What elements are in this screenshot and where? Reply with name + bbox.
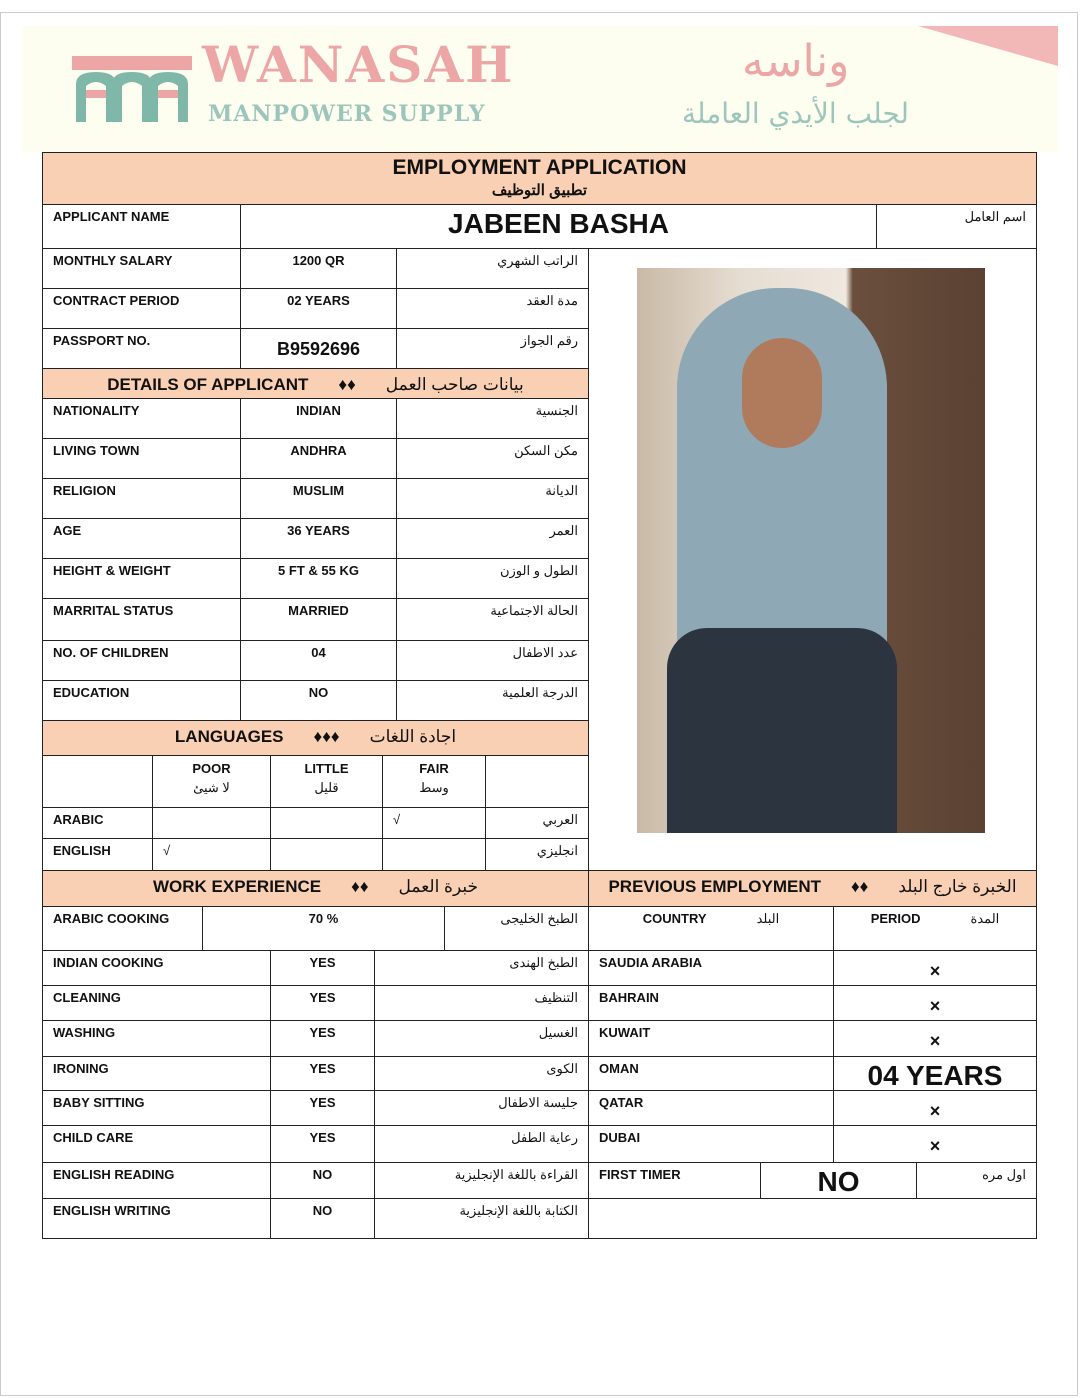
- diamonds-icon: ♦♦♦: [313, 727, 340, 746]
- work-label-ar: التنظيف: [374, 985, 589, 1021]
- top-row-value: 02 YEARS: [240, 288, 397, 329]
- language-label: ENGLISH: [42, 838, 153, 871]
- work-label-ar: الطبخ الخليجى: [444, 906, 589, 951]
- prev-country: BAHRAIN: [588, 985, 834, 1021]
- level-label: FAIR: [419, 761, 449, 776]
- language-label: ARABIC: [42, 807, 153, 839]
- empty-cell: [588, 1198, 1037, 1239]
- country-label-ar: البلد: [756, 911, 780, 926]
- top-row-value: B9592696: [240, 328, 397, 369]
- section-title-ar: خبرة العمل: [398, 877, 478, 896]
- level-label-ar: لا شيئ: [193, 780, 230, 795]
- top-row-label-ar: الراتب الشهري: [396, 248, 589, 289]
- detail-value: MUSLIM: [240, 478, 397, 519]
- logo-name-en: WANASAH: [202, 35, 515, 94]
- detail-label: HEIGHT & WEIGHT: [42, 558, 241, 599]
- photo-dress: [667, 628, 897, 833]
- work-value: YES: [270, 950, 375, 986]
- work-experience-header: [42, 870, 589, 907]
- section-title: DETAILS OF APPLICANT: [107, 375, 309, 394]
- work-label-ar: رعاية الطفل: [374, 1125, 589, 1163]
- level-label-ar: وسط: [419, 780, 449, 795]
- detail-label-ar: الحالة الاجتماعية: [396, 598, 589, 641]
- detail-label-ar: العمر: [396, 518, 589, 559]
- diamonds-icon: ♦♦: [338, 375, 356, 394]
- prev-period: ×: [833, 1020, 1037, 1057]
- work-label: BABY SITTING: [42, 1090, 271, 1126]
- detail-label: NATIONALITY: [42, 398, 241, 439]
- top-row-label: PASSPORT NO.: [42, 328, 241, 369]
- detail-label: NO. OF CHILDREN: [42, 640, 241, 681]
- detail-value: MARRIED: [240, 598, 397, 641]
- language-check-fair: √: [382, 807, 486, 839]
- form-title: EMPLOYMENT APPLICATION: [392, 156, 687, 179]
- logo-name-ar: وناسه: [742, 36, 850, 87]
- detail-value: NO: [240, 680, 397, 721]
- lang-level-poor: [152, 755, 271, 808]
- prev-period: ×: [833, 950, 1037, 986]
- language-check-fair: [382, 838, 486, 871]
- work-label: IRONING: [42, 1056, 271, 1091]
- section-title: WORK EXPERIENCE: [153, 877, 322, 896]
- work-label: CLEANING: [42, 985, 271, 1021]
- work-value: NO: [270, 1162, 375, 1199]
- work-value: YES: [270, 1125, 375, 1163]
- section-title: LANGUAGES: [174, 727, 284, 746]
- country-label: COUNTRY: [642, 911, 707, 926]
- detail-label: MARRITAL STATUS: [42, 598, 241, 641]
- work-label: ENGLISH READING: [42, 1162, 271, 1199]
- form-title-ar: تطبيق التوظيف: [491, 182, 588, 199]
- detail-label-ar: الطول و الوزن: [396, 558, 589, 599]
- work-label: CHILD CARE: [42, 1125, 271, 1163]
- form-header: [42, 152, 1037, 205]
- detail-label: AGE: [42, 518, 241, 559]
- lang-level-little: [270, 755, 383, 808]
- prev-period: ×: [833, 1090, 1037, 1126]
- first-timer-label-ar: اول مره: [916, 1162, 1037, 1199]
- applicant-name-value: JABEEN BASHA: [240, 204, 877, 249]
- top-row-label-ar: رقم الجواز: [396, 328, 589, 369]
- top-row-label-ar: مدة العقد: [396, 288, 589, 329]
- work-value: NO: [270, 1198, 375, 1239]
- section-title-ar: بيانات صاحب العمل: [385, 375, 524, 394]
- prev-country: KUWAIT: [588, 1020, 834, 1057]
- work-label-ar: جليسة الاطفال: [374, 1090, 589, 1126]
- period-label-ar: المدة: [970, 911, 1000, 926]
- language-label-ar: العربي: [485, 807, 589, 839]
- prev-country: DUBAI: [588, 1125, 834, 1163]
- prev-period: ×: [833, 1125, 1037, 1163]
- prev-country: QATAR: [588, 1090, 834, 1126]
- work-label-ar: الكتابة باللغة الإنجليزية: [374, 1198, 589, 1239]
- logo-tagline-ar: لجلب الأيدي العاملة: [682, 97, 909, 130]
- section-title-ar: اجادة اللغات: [369, 727, 457, 746]
- work-value: YES: [270, 1020, 375, 1057]
- previous-employment-header: [588, 870, 1037, 907]
- period-label: PERIOD: [870, 911, 921, 926]
- work-label: WASHING: [42, 1020, 271, 1057]
- work-label: ENGLISH WRITING: [42, 1198, 271, 1239]
- detail-label-ar: الجنسية: [396, 398, 589, 439]
- details-header: [42, 368, 589, 399]
- work-value: YES: [270, 985, 375, 1021]
- detail-value: 5 FT & 55 KG: [240, 558, 397, 599]
- detail-label: LIVING TOWN: [42, 438, 241, 479]
- level-label: POOR: [192, 761, 231, 776]
- section-title-ar: الخبرة خارج البلد: [898, 877, 1017, 896]
- work-value: YES: [270, 1090, 375, 1126]
- language-check-little: [270, 807, 383, 839]
- work-label-ar: الغسيل: [374, 1020, 589, 1057]
- lang-level-fair: [382, 755, 486, 808]
- prev-period: ×: [833, 985, 1037, 1021]
- company-logo-banner: [22, 26, 1058, 152]
- top-row-value: 1200 QR: [240, 248, 397, 289]
- language-check-poor: √: [152, 838, 271, 871]
- detail-label-ar: مكن السكن: [396, 438, 589, 479]
- prev-period: 04 YEARS: [833, 1056, 1037, 1091]
- detail-value: 36 YEARS: [240, 518, 397, 559]
- language-check-poor: [152, 807, 271, 839]
- detail-label: EDUCATION: [42, 680, 241, 721]
- level-label: LITTLE: [304, 761, 349, 776]
- detail-label-ar: الديانة: [396, 478, 589, 519]
- detail-value: ANDHRA: [240, 438, 397, 479]
- detail-label-ar: الدرجة العلمية: [396, 680, 589, 721]
- applicant-name-label: APPLICANT NAME: [42, 204, 241, 249]
- logo-mark-icon: [72, 56, 192, 122]
- language-check-little: [270, 838, 383, 871]
- lang-blank-cell: [485, 755, 589, 808]
- logo-tagline-en: MANPOWER SUPPLY: [208, 101, 486, 127]
- country-column-header: [588, 906, 834, 951]
- first-timer-value: NO: [760, 1162, 917, 1199]
- detail-value: INDIAN: [240, 398, 397, 439]
- work-label-ar: القراءة باللغة الإنجليزية: [374, 1162, 589, 1199]
- work-label-ar: الطبخ الهندى: [374, 950, 589, 986]
- diamonds-icon: ♦♦: [850, 877, 869, 896]
- lang-blank-cell: [42, 755, 153, 808]
- applicant-name-label-ar: اسم العامل: [876, 204, 1037, 249]
- work-label: INDIAN COOKING: [42, 950, 271, 986]
- work-label: ARABIC COOKING: [42, 906, 203, 951]
- detail-label: RELIGION: [42, 478, 241, 519]
- detail-value: 04: [240, 640, 397, 681]
- corner-decoration: [918, 26, 1058, 66]
- section-title: PREVIOUS EMPLOYMENT: [608, 877, 821, 896]
- period-column-header: [833, 906, 1037, 951]
- language-label-ar: انجليزي: [485, 838, 589, 871]
- level-label-ar: قليل: [314, 780, 339, 795]
- applicant-photo: [637, 268, 985, 833]
- work-value: 70 %: [202, 906, 445, 951]
- work-value: YES: [270, 1056, 375, 1091]
- prev-country: OMAN: [588, 1056, 834, 1091]
- languages-header: [42, 720, 589, 756]
- photo-face: [742, 338, 822, 448]
- detail-label-ar: عدد الاطفال: [396, 640, 589, 681]
- work-label-ar: الكوى: [374, 1056, 589, 1091]
- top-row-label: CONTRACT PERIOD: [42, 288, 241, 329]
- first-timer-label: FIRST TIMER: [588, 1162, 761, 1199]
- diamonds-icon: ♦♦: [351, 877, 369, 896]
- prev-country: SAUDIA ARABIA: [588, 950, 834, 986]
- top-row-label: MONTHLY SALARY: [42, 248, 241, 289]
